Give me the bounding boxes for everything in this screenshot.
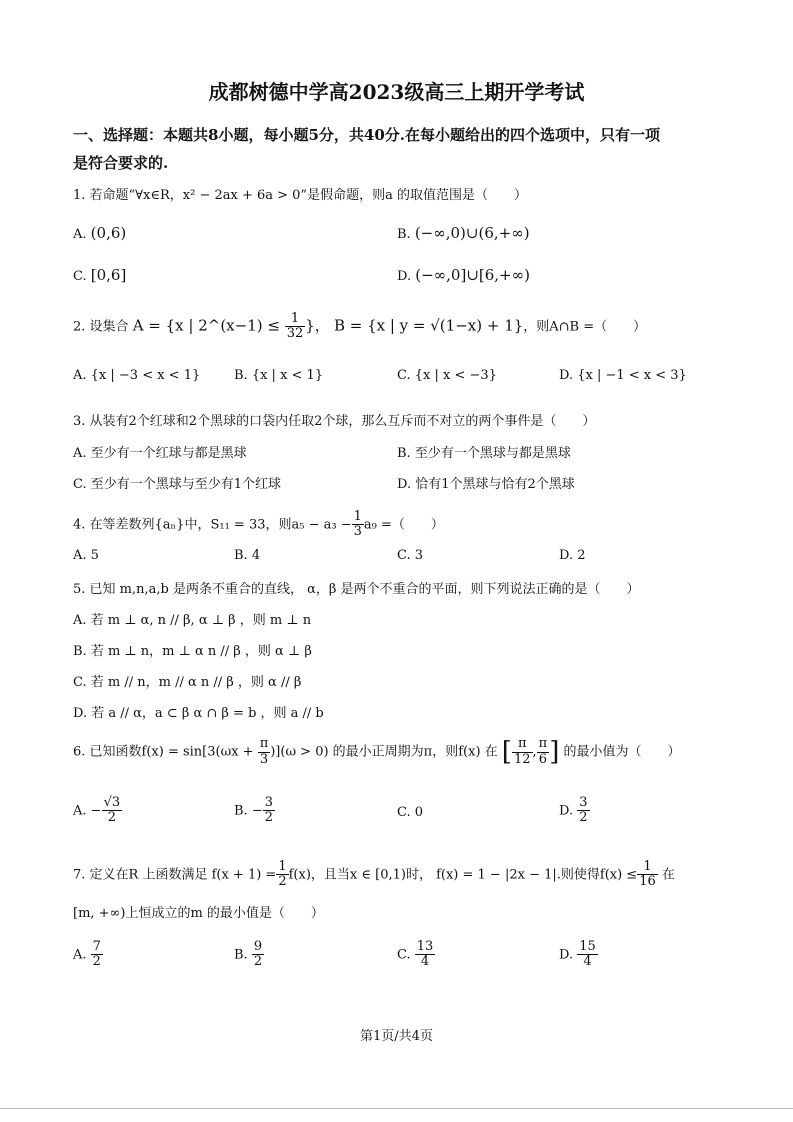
q6-interval-start-denominator: 12 [513, 751, 531, 767]
q5-stem: 5. 已知 m,n,a,b 是两条不重合的直线， α，β 是两个不重合的平面，则下列说法正确的是（ ） [73, 582, 640, 597]
q6-interval-end-denominator: 6 [538, 751, 548, 767]
q3-option-c: C. 至少有一个黑球与至少有1个红球 [73, 477, 282, 492]
q7-stem-mid: f(x)，且当x ∈ [0,1)时， f(x) = 1 − |2x − 1|.则使得f(x) ≤ [288, 867, 638, 883]
q7-option-d-label: D. [559, 947, 574, 963]
q6-option-a-label: A. [73, 803, 87, 819]
q6-option-a-denominator: 2 [107, 810, 116, 826]
q6-pi-third [258, 737, 271, 767]
exam-title: 成都树德中学高2023级高三上期开学考试 [208, 80, 585, 104]
q3-option-a: A. 至少有一个红球与都是黑球 [73, 446, 247, 461]
q7-stem-post: 在 [661, 867, 675, 883]
q1-option-a [73, 224, 126, 242]
q6-option-d-denominator: 2 [579, 810, 588, 826]
section-heading-line1: 一、选择题：本题共8小题，每小题5分，共40分.在每小题给出的四个选项中，只有一项 [73, 126, 660, 144]
q4-option-d: D. 2 [559, 548, 586, 563]
q6-stem-pre: 6. 已知函数f(x) = sin[3(ωx + [73, 744, 258, 760]
q6-interval-end-numerator: π [538, 736, 548, 752]
q7-option-a-fraction [91, 940, 103, 970]
q1-option-c-math: [0,6] [90, 266, 127, 284]
q6-option-a [73, 796, 122, 826]
q7-option-b-fraction [252, 940, 264, 970]
q2-set-a-close: }， [305, 316, 330, 335]
bottom-divider [0, 1108, 793, 1109]
q7-option-a [73, 940, 103, 970]
q6-option-b-denominator: 2 [264, 810, 274, 826]
q6-interval-end [537, 737, 550, 767]
q6-interval-open-bracket: [ [501, 737, 512, 767]
q6-option-b-label: B. [234, 803, 248, 819]
q2-fraction-denominator: 32 [286, 326, 304, 342]
page-footer: 第1页/共4页 [360, 1029, 433, 1044]
q6-stem: 6. 已知函数f(x) = sin[3(ωx + $\frac{\pi}{3}$ )](ω > 0) 的最小正周期为π，则f(x) 在 [ $\frac{\pi}{12}$ , $\frac{\pi}{6}$ ] 的最小值为（ ） [73, 736, 681, 767]
q7-stem-line2: [m, +∞)上恒成立的m 的最小值是（ ） [73, 906, 324, 921]
q7-option-b-label: B. [234, 947, 248, 963]
q2-set-b: B = {x | y = √(1−x) + 1} [333, 316, 524, 335]
q2-set-a-fraction [285, 312, 306, 342]
q7-half-fraction [276, 860, 288, 890]
q4-stem-post: a₉ =（ ） [363, 517, 444, 533]
q2-stem-post: ，则A∩B =（ ） [523, 319, 647, 335]
q6-option-d-numerator: 3 [579, 795, 588, 810]
q7-option-d-fraction [577, 940, 598, 970]
q7-option-a-label: A. [73, 947, 87, 963]
q2-fraction-numerator: 1 [285, 312, 306, 327]
q6-stem-post: 的最小值为（ ） [563, 744, 681, 760]
section-heading-line2: 是符合要求的. [73, 154, 169, 172]
q7-stem-line1 [73, 860, 675, 890]
q6-option-a-fraction [102, 796, 123, 826]
q7-sixteenth-numerator: 1 [637, 860, 658, 875]
q1-option-d-label: D. [397, 269, 412, 284]
q2-stem [73, 312, 646, 342]
q4-stem-pre: 4. 在等差数列{aₙ}中，S₁₁ = 33，则a₅ − a₃ − [73, 517, 352, 533]
q2-option-c: C. {x | x < −3} [397, 368, 497, 383]
q7-option-a-numerator: 7 [92, 939, 101, 954]
q7-option-c-fraction [415, 940, 436, 970]
q6-option-b-numerator: 3 [264, 795, 274, 810]
q1-option-c [73, 266, 126, 284]
q7-sixteenth-denominator: 16 [639, 874, 656, 890]
q1-option-b-math: (−∞,0)∪(6,+∞) [414, 224, 530, 242]
q7-stem-pre: 7. 定义在R 上函数满足 f(x + 1) = [73, 867, 277, 883]
q5-option-a: A. 若 m ⊥ α, n // β, α ⊥ β ，则 m ⊥ n [73, 613, 312, 628]
q3-option-d: D. 恰有1个黑球与恰有2个黑球 [397, 477, 575, 492]
q4-stem [73, 510, 444, 540]
q6-pi-third-denominator: 3 [259, 751, 269, 767]
q2-option-b: B. {x | x < 1} [234, 368, 324, 383]
q7-option-d [559, 940, 598, 970]
q7-option-d-numerator: 15 [579, 939, 596, 954]
q6-interval-close-bracket: ] [549, 737, 560, 767]
q4-fraction-denominator: 3 [353, 524, 362, 540]
q1-option-a-label: A. [73, 227, 87, 242]
q4-option-a: A. 5 [73, 548, 99, 563]
q2-stem-pre: 2. 设集合 [73, 319, 129, 335]
q1-option-d [397, 266, 530, 284]
q7-option-b-denominator: 2 [253, 954, 263, 970]
q1-option-b [397, 224, 530, 242]
q7-sixteenth-fraction [637, 860, 658, 890]
q7-option-b-numerator: 9 [253, 939, 263, 954]
q2-option-d: D. {x | −1 < x < 3} [559, 368, 687, 383]
q7-half-denominator: 2 [278, 874, 287, 890]
q6-interval-start [512, 737, 533, 767]
q7-option-c [397, 940, 435, 970]
q7-option-d-denominator: 4 [583, 954, 592, 970]
q7-half-numerator: 1 [278, 859, 287, 874]
q7-option-a-denominator: 2 [92, 954, 101, 970]
q2-set-a: A = {x | 2^(x−1) ≤ [132, 316, 285, 335]
q7-option-c-label: C. [397, 947, 411, 963]
q7-option-b [234, 940, 264, 970]
q4-option-c: C. 3 [397, 548, 424, 563]
q7-option-c-denominator: 4 [420, 954, 430, 970]
q6-option-d-fraction [577, 796, 589, 826]
q4-fraction [352, 510, 364, 540]
q6-option-b-fraction [263, 796, 275, 826]
q6-option-c: C. 0 [397, 805, 424, 820]
q5-option-d: D. 若 a // α，a ⊂ β α ∩ β = b ，则 a // b [73, 706, 324, 721]
q6-interval-start-numerator: π [512, 737, 533, 752]
q4-option-b: B. 4 [234, 548, 261, 563]
q1-option-b-label: B. [397, 227, 411, 242]
q1-option-d-math: (−∞,0]∪[6,+∞) [415, 266, 530, 284]
q1-option-a-math: (0,6) [90, 224, 127, 242]
q3-stem: 3. 从装有2个红球和2个黑球的口袋内任取2个球，那么互斥而不对立的两个事件是（ ） [73, 414, 596, 429]
q5-option-b: B. 若 m ⊥ n，m ⊥ α n // β ，则 α ⊥ β [73, 644, 312, 659]
q2-option-a: A. {x | −3 < x < 1} [73, 368, 201, 383]
q6-option-d-label: D. [559, 803, 574, 819]
q6-option-b [234, 796, 275, 826]
q6-option-d [559, 796, 590, 826]
q1-option-c-label: C. [73, 269, 87, 284]
q1-stem: 1. 若命题“∀x∈R，x² − 2ax + 6a > 0”是假命题，则a 的取值范围是（ ） [73, 188, 527, 203]
q6-pi-third-numerator: π [259, 736, 269, 752]
q6-option-a-numerator: √3 [103, 795, 121, 810]
q3-option-b: B. 至少有一个黑球与都是黑球 [397, 446, 571, 461]
q7-option-c-numerator: 13 [416, 939, 434, 954]
q6-option-a-sign: − [90, 803, 102, 819]
q6-stem-mid: )](ω > 0) 的最小正周期为π，则f(x) 在 [270, 744, 498, 760]
q6-option-b-sign: − [251, 803, 263, 819]
q4-fraction-numerator: 1 [353, 509, 362, 524]
q5-option-c: C. 若 m // n，m // α n // β ，则 α // β [73, 675, 302, 690]
